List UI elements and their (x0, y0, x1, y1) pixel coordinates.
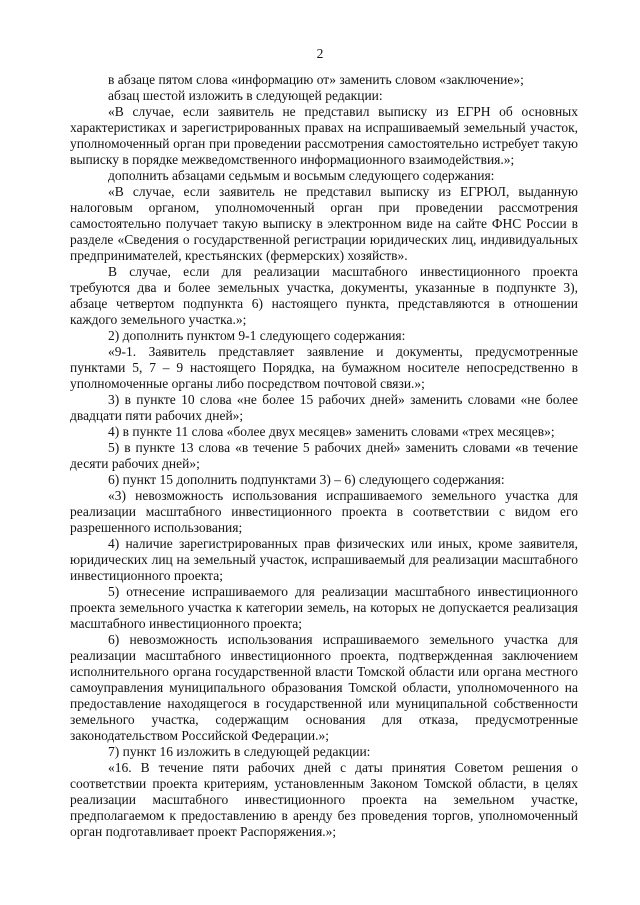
paragraph: 6) пункт 15 дополнить подпунктами 3) – 6) следующего содержания: (108, 472, 505, 487)
document-body (70, 72, 578, 840)
paragraph: 5) в пункте 13 слова «в течение 5 рабочих дней» заменить словами «в течение десяти рабочих дней»; (70, 440, 578, 471)
paragraph: 5) отнесение испрашиваемого для реализации масштабного инвестиционного проекта земельного участка к категории земель, на которых не допускается реализация масштабного инвестиционного проекта; (70, 584, 578, 631)
page-number: 2 (316, 46, 324, 61)
paragraph: «16. В течение пяти рабочих дней с даты принятия Советом решения о соответствии проекта критериям, установленным Законом Томской области, в целях реализации масштабного инвестиционного проекта на земельном участке, предполагаемом к предоставлению в аренду без проведения торгов, уполномоченный орган подготавливает проект Распоряжения.»; (70, 760, 578, 839)
paragraph: 3) в пункте 10 слова «не более 15 рабочих дней» заменить словами «не более двадцати пяти рабочих дней»; (70, 392, 578, 423)
paragraph: «В случае, если заявитель не представил выписку из ЕГРЮЛ, выданную налоговым органом, уполномоченный орган при проведении рассмотрения самостоятельно получает такую выписку в электронном виде на сайте ФНС России в разделе «Сведения о государственной регистрации юридических лиц, индивидуальных предпринимателей, крестьянских (фермерских) хозяйств». (70, 184, 578, 263)
paragraph: в абзаце пятом слова «информацию от» заменить словом «заключение»; (108, 72, 524, 87)
paragraph: 4) наличие зарегистрированных прав физических или иных, кроме заявителя, юридических лиц на земельный участок, испрашиваемый для реализации масштабного инвестиционного проекта; (70, 536, 578, 583)
paragraph: В случае, если для реализации масштабного инвестиционного проекта требуются два и более земельных участка, документы, указанные в подпункте 3), абзаце четвертом подпункта 6) настоящего пункта, представляются в отношении каждого земельного участка.»; (70, 264, 578, 327)
paragraph: 6) невозможность использования испрашиваемого земельного участка для реализации масштабного инвестиционного проекта, подтвержденная заключением исполнительного органа государственной власти Томской области или органа местного самоуправления муниципального образования Томской области, уполномоченного на предоставление находящегося в государственной или муниципальной собственности земельного участка, содержащим основания для отказа, предусмотренные законодательством Российской Федерации.»; (70, 632, 578, 743)
paragraph: абзац шестой изложить в следующей редакции: (108, 88, 383, 103)
paragraph: 4) в пункте 11 слова «более двух месяцев» заменить словами «трех месяцев»; (108, 424, 555, 439)
paragraph: «В случае, если заявитель не представил выписку из ЕГРН об основных характеристиках и зарегистрированных правах на испрашиваемый земельный участок, уполномоченный орган при проведении рассмотрения самостоятельно истребует такую выписку в порядке межведомственного информационного взаимодействия.»; (70, 104, 578, 167)
paragraph: «3) невозможность использования испрашиваемого земельного участка для реализации масштабного инвестиционного проекта в соответствии с видом его разрешенного использования; (70, 488, 578, 535)
paragraph: 2) дополнить пунктом 9-1 следующего содержания: (108, 328, 406, 343)
paragraph: 7) пункт 16 изложить в следующей редакции: (108, 744, 371, 759)
paragraph: «9-1. Заявитель представляет заявление и документы, предусмотренные пунктами 5, 7 – 9 настоящего Порядка, на бумажном носителе непосредственно в уполномоченные органы либо посредством почтовой связи.»; (70, 344, 578, 391)
paragraph: дополнить абзацами седьмым и восьмым следующего содержания: (108, 168, 495, 183)
